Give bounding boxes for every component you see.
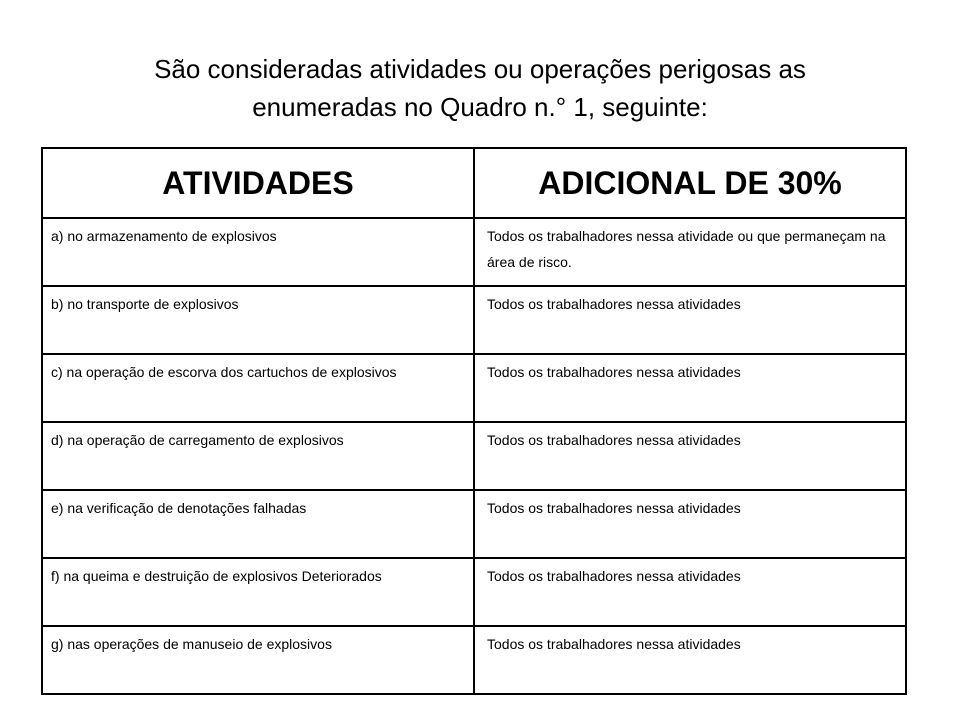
additional-cell — [474, 354, 906, 422]
additional-text: Todos os trabalhadores nessa atividades — [487, 500, 741, 516]
activity-text: c) na operação de escorva dos cartuchos de explosivos — [51, 364, 397, 380]
activity-text: e) na verificação de denotações falhadas — [51, 500, 307, 516]
activity-text: g) nas operações de manuseio de explosivos — [51, 636, 332, 652]
activity-text: b) no transporte de explosivos — [51, 296, 239, 312]
activity-cell — [42, 558, 474, 626]
table-header-row — [42, 148, 906, 218]
additional-text: Todos os trabalhadores nessa atividades — [487, 364, 741, 380]
activity-cell — [42, 490, 474, 558]
page-heading — [40, 50, 920, 126]
activities-table — [41, 147, 907, 695]
additional-cell — [474, 422, 906, 490]
activity-cell — [42, 354, 474, 422]
activity-text: a) no armazenamento de explosivos — [51, 228, 277, 244]
additional-cell — [474, 558, 906, 626]
heading-line-1: São consideradas atividades ou operações perigosas as — [154, 54, 806, 84]
additional-cell — [474, 218, 906, 286]
additional-cell — [474, 286, 906, 354]
table-row — [42, 422, 906, 490]
table-row — [42, 286, 906, 354]
header-activities: ATIVIDADES — [42, 148, 474, 218]
additional-text: Todos os trabalhadores nessa atividades — [487, 636, 741, 652]
header-additional: ADICIONAL DE 30% — [474, 148, 906, 218]
activity-cell — [42, 422, 474, 490]
activity-text: d) na operação de carregamento de explosivos — [51, 432, 344, 448]
activity-cell — [42, 626, 474, 694]
table-row — [42, 218, 906, 286]
activity-cell — [42, 286, 474, 354]
activity-cell — [42, 218, 474, 286]
activity-text: f) na queima e destruição de explosivos Deteriorados — [51, 568, 382, 584]
table-row — [42, 558, 906, 626]
additional-text: Todos os trabalhadores nessa atividades — [487, 432, 741, 448]
table-row — [42, 490, 906, 558]
heading-line-2: enumeradas no Quadro n.° 1, seguinte: — [252, 92, 708, 122]
table-row — [42, 626, 906, 694]
additional-cell — [474, 626, 906, 694]
table-row — [42, 354, 906, 422]
additional-text: Todos os trabalhadores nessa atividades — [487, 568, 741, 584]
additional-text: Todos os trabalhadores nessa atividade ou que permaneçam na área de risco. — [487, 228, 886, 270]
additional-text: Todos os trabalhadores nessa atividades — [487, 296, 741, 312]
additional-cell — [474, 490, 906, 558]
